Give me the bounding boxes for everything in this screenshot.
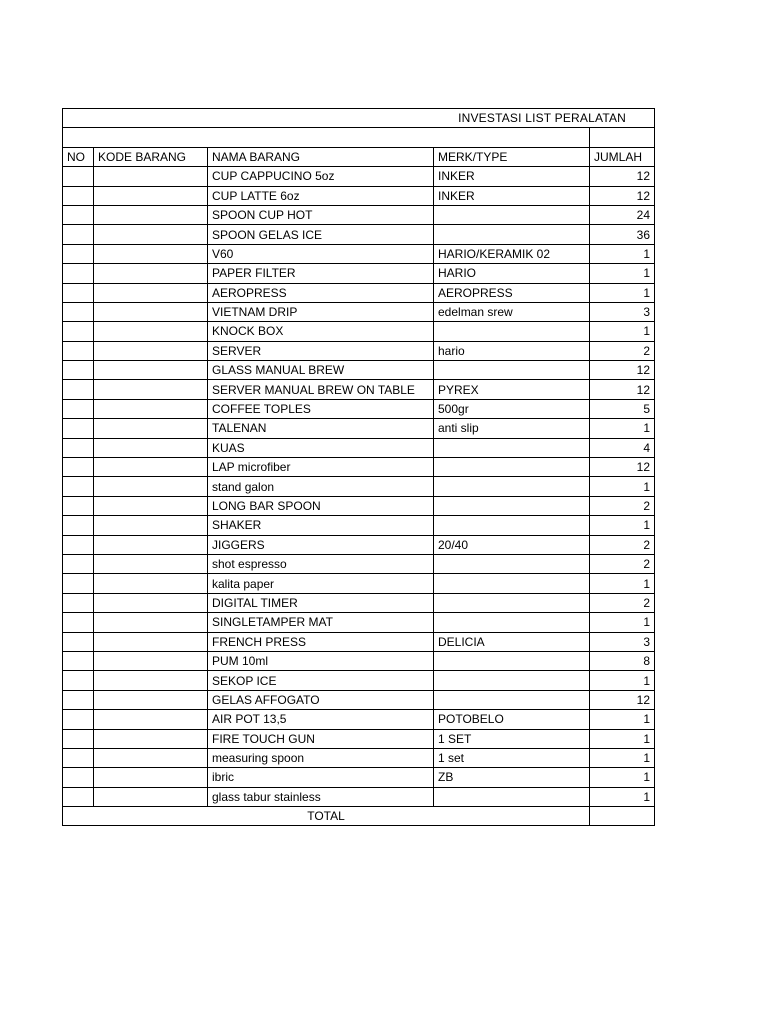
cell-jumlah: 4	[590, 438, 655, 457]
cell-nama-barang: GELAS AFFOGATO	[208, 690, 434, 709]
cell-jumlah: 12	[590, 186, 655, 205]
cell-nama-barang: glass tabur stainless	[208, 787, 434, 806]
table-row	[63, 516, 655, 535]
cell-kode-barang	[94, 710, 208, 729]
table-body	[63, 109, 655, 826]
cell-nama-barang: CUP CAPPUCINO 5oz	[208, 167, 434, 186]
cell-kode-barang	[94, 554, 208, 573]
cell-nama-barang: KUAS	[208, 438, 434, 457]
cell-jumlah: 8	[590, 651, 655, 670]
cell-no	[63, 322, 94, 341]
cell-merk-type: 1 SET	[434, 729, 590, 748]
cell-nama-barang: SPOON GELAS ICE	[208, 225, 434, 244]
cell-nama-barang: TALENAN	[208, 419, 434, 438]
cell-no	[63, 167, 94, 186]
table-row	[63, 729, 655, 748]
table-row	[63, 361, 655, 380]
cell-jumlah: 1	[590, 264, 655, 283]
cell-no	[63, 496, 94, 515]
cell-merk-type	[434, 574, 590, 593]
cell-nama-barang: measuring spoon	[208, 748, 434, 767]
cell-merk-type: INKER	[434, 186, 590, 205]
cell-nama-barang: SINGLETAMPER MAT	[208, 613, 434, 632]
cell-kode-barang	[94, 477, 208, 496]
table-row	[63, 710, 655, 729]
cell-kode-barang	[94, 632, 208, 651]
equipment-investment-table	[62, 108, 655, 826]
cell-no	[63, 748, 94, 767]
cell-kode-barang	[94, 438, 208, 457]
cell-nama-barang: COFFEE TOPLES	[208, 399, 434, 418]
cell-no	[63, 710, 94, 729]
cell-no	[63, 651, 94, 670]
table-row	[63, 225, 655, 244]
cell-kode-barang	[94, 302, 208, 321]
blank-row	[63, 128, 655, 147]
header-row	[63, 147, 655, 166]
total-value	[590, 807, 655, 826]
table-row	[63, 205, 655, 224]
cell-no	[63, 729, 94, 748]
cell-nama-barang: PUM 10ml	[208, 651, 434, 670]
cell-kode-barang	[94, 186, 208, 205]
table-row	[63, 748, 655, 767]
table-row	[63, 399, 655, 418]
table-row	[63, 419, 655, 438]
table-row	[63, 671, 655, 690]
table-row	[63, 186, 655, 205]
cell-merk-type	[434, 593, 590, 612]
cell-jumlah: 1	[590, 748, 655, 767]
cell-kode-barang	[94, 361, 208, 380]
title-row	[63, 109, 655, 128]
cell-nama-barang: FRENCH PRESS	[208, 632, 434, 651]
cell-nama-barang: SERVER	[208, 341, 434, 360]
cell-merk-type: 500gr	[434, 399, 590, 418]
cell-merk-type	[434, 361, 590, 380]
cell-nama-barang: AEROPRESS	[208, 283, 434, 302]
cell-merk-type	[434, 787, 590, 806]
cell-kode-barang	[94, 748, 208, 767]
table-row	[63, 768, 655, 787]
total-label: TOTAL	[63, 807, 590, 826]
table-row	[63, 167, 655, 186]
cell-jumlah: 24	[590, 205, 655, 224]
cell-jumlah: 12	[590, 380, 655, 399]
cell-merk-type	[434, 458, 590, 477]
table-row	[63, 477, 655, 496]
table-row	[63, 496, 655, 515]
table-row	[63, 787, 655, 806]
cell-nama-barang: FIRE TOUCH GUN	[208, 729, 434, 748]
total-row	[63, 807, 655, 826]
table-row	[63, 264, 655, 283]
cell-jumlah: 1	[590, 729, 655, 748]
cell-kode-barang	[94, 380, 208, 399]
table-row	[63, 535, 655, 554]
cell-merk-type: PYREX	[434, 380, 590, 399]
cell-no	[63, 225, 94, 244]
table-row	[63, 554, 655, 573]
cell-kode-barang	[94, 651, 208, 670]
cell-nama-barang: JIGGERS	[208, 535, 434, 554]
cell-merk-type: 20/40	[434, 535, 590, 554]
cell-no	[63, 264, 94, 283]
cell-merk-type: AEROPRESS	[434, 283, 590, 302]
cell-nama-barang: DIGITAL TIMER	[208, 593, 434, 612]
cell-no	[63, 419, 94, 438]
cell-nama-barang: GLASS MANUAL BREW	[208, 361, 434, 380]
header-merk-type: MERK/TYPE	[434, 147, 590, 166]
cell-merk-type: HARIO/KERAMIK 02	[434, 244, 590, 263]
table-row	[63, 244, 655, 263]
cell-no	[63, 438, 94, 457]
cell-kode-barang	[94, 768, 208, 787]
cell-merk-type	[434, 554, 590, 573]
cell-nama-barang: VIETNAM DRIP	[208, 302, 434, 321]
cell-kode-barang	[94, 787, 208, 806]
cell-nama-barang: PAPER FILTER	[208, 264, 434, 283]
cell-kode-barang	[94, 283, 208, 302]
header-kode-barang: KODE BARANG	[94, 147, 208, 166]
cell-merk-type	[434, 516, 590, 535]
table-row	[63, 651, 655, 670]
cell-no	[63, 244, 94, 263]
cell-jumlah: 3	[590, 632, 655, 651]
cell-jumlah: 1	[590, 477, 655, 496]
cell-nama-barang: SERVER MANUAL BREW ON TABLE	[208, 380, 434, 399]
cell-jumlah: 1	[590, 787, 655, 806]
cell-no	[63, 302, 94, 321]
cell-merk-type	[434, 671, 590, 690]
cell-nama-barang: AIR POT 13,5	[208, 710, 434, 729]
blank-cell	[590, 128, 655, 147]
table-row	[63, 458, 655, 477]
cell-merk-type: DELICIA	[434, 632, 590, 651]
cell-merk-type: 1 set	[434, 748, 590, 767]
cell-no	[63, 458, 94, 477]
header-jumlah: JUMLAH	[590, 147, 655, 166]
cell-no	[63, 283, 94, 302]
cell-no	[63, 380, 94, 399]
cell-nama-barang: CUP LATTE 6oz	[208, 186, 434, 205]
cell-jumlah: 36	[590, 225, 655, 244]
cell-jumlah: 2	[590, 496, 655, 515]
cell-merk-type: POTOBELO	[434, 710, 590, 729]
table-row	[63, 341, 655, 360]
cell-no	[63, 613, 94, 632]
document-title: INVESTASI LIST PERALATAN	[63, 109, 655, 128]
cell-jumlah: 2	[590, 341, 655, 360]
cell-kode-barang	[94, 516, 208, 535]
cell-jumlah: 1	[590, 283, 655, 302]
table-row	[63, 380, 655, 399]
cell-kode-barang	[94, 205, 208, 224]
cell-merk-type: INKER	[434, 167, 590, 186]
cell-kode-barang	[94, 244, 208, 263]
cell-no	[63, 690, 94, 709]
table-row	[63, 690, 655, 709]
cell-no	[63, 361, 94, 380]
cell-nama-barang: shot espresso	[208, 554, 434, 573]
cell-kode-barang	[94, 419, 208, 438]
cell-merk-type	[434, 438, 590, 457]
cell-kode-barang	[94, 613, 208, 632]
cell-nama-barang: SHAKER	[208, 516, 434, 535]
table-row	[63, 574, 655, 593]
cell-kode-barang	[94, 690, 208, 709]
cell-jumlah: 1	[590, 574, 655, 593]
cell-merk-type	[434, 651, 590, 670]
cell-nama-barang: KNOCK BOX	[208, 322, 434, 341]
cell-no	[63, 574, 94, 593]
cell-merk-type: edelman srew	[434, 302, 590, 321]
table-row	[63, 322, 655, 341]
cell-no	[63, 768, 94, 787]
cell-no	[63, 205, 94, 224]
cell-kode-barang	[94, 574, 208, 593]
cell-no	[63, 593, 94, 612]
table-row	[63, 613, 655, 632]
cell-kode-barang	[94, 496, 208, 515]
cell-kode-barang	[94, 322, 208, 341]
cell-jumlah: 12	[590, 690, 655, 709]
cell-nama-barang: ibric	[208, 768, 434, 787]
cell-jumlah: 1	[590, 419, 655, 438]
cell-jumlah: 2	[590, 593, 655, 612]
cell-jumlah: 1	[590, 322, 655, 341]
cell-nama-barang: LAP microfiber	[208, 458, 434, 477]
cell-no	[63, 399, 94, 418]
cell-kode-barang	[94, 458, 208, 477]
cell-merk-type: anti slip	[434, 419, 590, 438]
header-nama-barang: NAMA BARANG	[208, 147, 434, 166]
cell-no	[63, 516, 94, 535]
cell-nama-barang: SPOON CUP HOT	[208, 205, 434, 224]
cell-jumlah: 1	[590, 768, 655, 787]
cell-no	[63, 632, 94, 651]
table-row	[63, 302, 655, 321]
cell-nama-barang: stand galon	[208, 477, 434, 496]
cell-jumlah: 12	[590, 361, 655, 380]
cell-merk-type	[434, 225, 590, 244]
cell-jumlah: 1	[590, 710, 655, 729]
cell-kode-barang	[94, 225, 208, 244]
cell-merk-type: HARIO	[434, 264, 590, 283]
header-no: NO	[63, 147, 94, 166]
cell-no	[63, 535, 94, 554]
cell-no	[63, 554, 94, 573]
table-row	[63, 593, 655, 612]
cell-nama-barang: V60	[208, 244, 434, 263]
cell-kode-barang	[94, 167, 208, 186]
cell-merk-type: hario	[434, 341, 590, 360]
cell-jumlah: 2	[590, 535, 655, 554]
cell-jumlah: 1	[590, 613, 655, 632]
table-row	[63, 632, 655, 651]
cell-no	[63, 671, 94, 690]
cell-no	[63, 341, 94, 360]
cell-jumlah: 12	[590, 167, 655, 186]
cell-merk-type	[434, 477, 590, 496]
cell-merk-type	[434, 690, 590, 709]
table-row	[63, 438, 655, 457]
cell-no	[63, 186, 94, 205]
cell-merk-type	[434, 205, 590, 224]
cell-jumlah: 1	[590, 244, 655, 263]
cell-kode-barang	[94, 593, 208, 612]
cell-jumlah: 5	[590, 399, 655, 418]
cell-nama-barang: SEKOP ICE	[208, 671, 434, 690]
cell-no	[63, 477, 94, 496]
cell-merk-type	[434, 496, 590, 515]
cell-kode-barang	[94, 341, 208, 360]
table-row	[63, 283, 655, 302]
cell-no	[63, 787, 94, 806]
cell-kode-barang	[94, 729, 208, 748]
cell-nama-barang: kalita paper	[208, 574, 434, 593]
cell-nama-barang: LONG BAR SPOON	[208, 496, 434, 515]
cell-jumlah: 3	[590, 302, 655, 321]
blank-cell	[63, 128, 590, 147]
cell-kode-barang	[94, 399, 208, 418]
cell-jumlah: 12	[590, 458, 655, 477]
cell-jumlah: 2	[590, 554, 655, 573]
cell-kode-barang	[94, 535, 208, 554]
cell-jumlah: 1	[590, 516, 655, 535]
cell-kode-barang	[94, 671, 208, 690]
cell-kode-barang	[94, 264, 208, 283]
cell-merk-type	[434, 322, 590, 341]
cell-merk-type	[434, 613, 590, 632]
cell-merk-type: ZB	[434, 768, 590, 787]
cell-jumlah: 1	[590, 671, 655, 690]
